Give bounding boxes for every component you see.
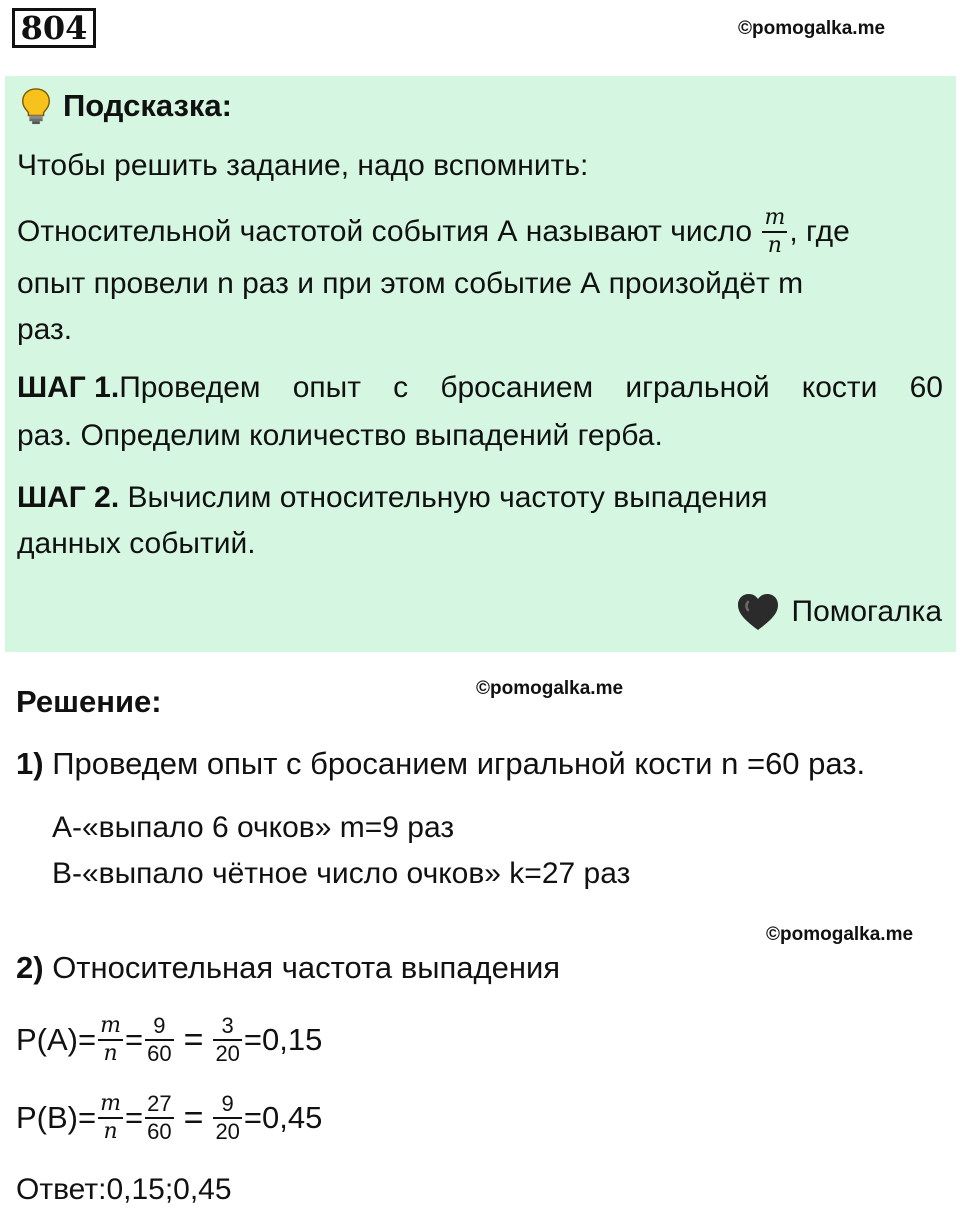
item1-text: Проведем опыт с бросанием игральной кости n =60 раз. <box>43 746 866 781</box>
fraction-numerator: m <box>100 1091 121 1116</box>
item1-number: 1) <box>16 746 44 781</box>
hint-step1 <box>17 370 943 406</box>
fraction <box>213 1093 241 1143</box>
fraction-numerator: m <box>764 205 786 230</box>
definition-text-1: Относительной частотой события А называют число <box>17 215 761 248</box>
step1-word: с <box>393 371 409 404</box>
fraction <box>98 1015 123 1065</box>
formula-pa <box>16 1008 322 1072</box>
problem-number: 804 <box>12 8 96 48</box>
definition-text-2: , где <box>789 215 850 248</box>
step1-word: бросанием <box>440 371 594 404</box>
step1-word: Проведем <box>119 371 261 404</box>
hint-step1-line2: раз. Определим количество выпадений герба. <box>17 419 663 452</box>
fraction-denominator: n <box>767 233 782 258</box>
solution-title: Решение: <box>16 684 162 719</box>
step1-word: игральной <box>625 371 770 404</box>
pa-result: =0,15 <box>243 1022 323 1057</box>
step2-text: Вычислим относительную частоту выпадения <box>119 481 768 514</box>
fraction-denominator: 60 <box>147 1041 172 1066</box>
equals-sign: = <box>124 1100 144 1135</box>
watermark: ©pomogalka.me <box>476 678 624 699</box>
solution-item-2 <box>16 948 560 988</box>
fraction-numerator: 9 <box>221 1091 234 1116</box>
hint-definition <box>17 205 850 258</box>
fraction <box>145 1093 173 1143</box>
fraction <box>213 1015 241 1065</box>
formula-pb <box>16 1086 322 1150</box>
fraction-denominator: n <box>103 1119 118 1144</box>
event-b: В-«выпало чётное число очков» k=27 раз <box>52 857 631 890</box>
hint-box <box>5 76 956 652</box>
fraction-numerator: 9 <box>153 1013 166 1038</box>
hint-definition-line2: опыт провели n раз и при этом событие А произойдёт m <box>17 267 804 300</box>
step1-word: 60 <box>909 371 943 404</box>
equals-sign: = <box>183 1099 204 1137</box>
watermark: ©pomogalka.me <box>766 924 914 945</box>
answer: Ответ:0,15;0,45 <box>16 1173 232 1206</box>
fraction-denominator: 20 <box>215 1041 240 1066</box>
hint-intro: Чтобы решить задание, надо вспомнить: <box>17 149 589 182</box>
hint-definition-line3: раз. <box>17 313 73 346</box>
fraction-numerator: 3 <box>221 1013 234 1038</box>
item2-number: 2) <box>16 950 44 985</box>
fraction-denominator: 60 <box>147 1119 172 1144</box>
fraction-numerator: 27 <box>147 1091 172 1116</box>
step1-word: кости <box>801 371 878 404</box>
fraction-denominator: 20 <box>215 1119 240 1144</box>
hint-title: Подсказка: <box>63 88 232 123</box>
hint-step2 <box>17 480 767 516</box>
pb-label: P(B)= <box>16 1100 97 1135</box>
brand <box>736 592 943 632</box>
event-a: А-«выпало 6 очков» m=9 раз <box>52 811 455 844</box>
fraction <box>145 1015 173 1065</box>
equals-sign: = <box>183 1021 204 1059</box>
fraction-denominator: n <box>103 1041 118 1066</box>
watermark: ©pomogalka.me <box>738 18 886 39</box>
hint-step2-line2: данных событий. <box>17 527 256 560</box>
lightbulb-icon <box>19 87 53 125</box>
pa-label: P(A)= <box>16 1022 97 1057</box>
step1-label: ШАГ 1. <box>17 371 120 404</box>
step2-label: ШАГ 2. <box>17 481 120 514</box>
definition-fraction <box>762 207 787 257</box>
equals-sign: = <box>124 1022 144 1057</box>
solution-item-1 <box>16 744 865 784</box>
brand-name: Помогалка <box>791 595 942 628</box>
hint-header <box>19 86 232 126</box>
pb-result: =0,45 <box>243 1100 323 1135</box>
item2-text: Относительная частота выпадения <box>43 950 561 985</box>
heart-icon <box>736 592 780 632</box>
step1-word: опыт <box>292 371 361 404</box>
fraction-numerator: m <box>100 1013 121 1038</box>
fraction <box>98 1093 123 1143</box>
